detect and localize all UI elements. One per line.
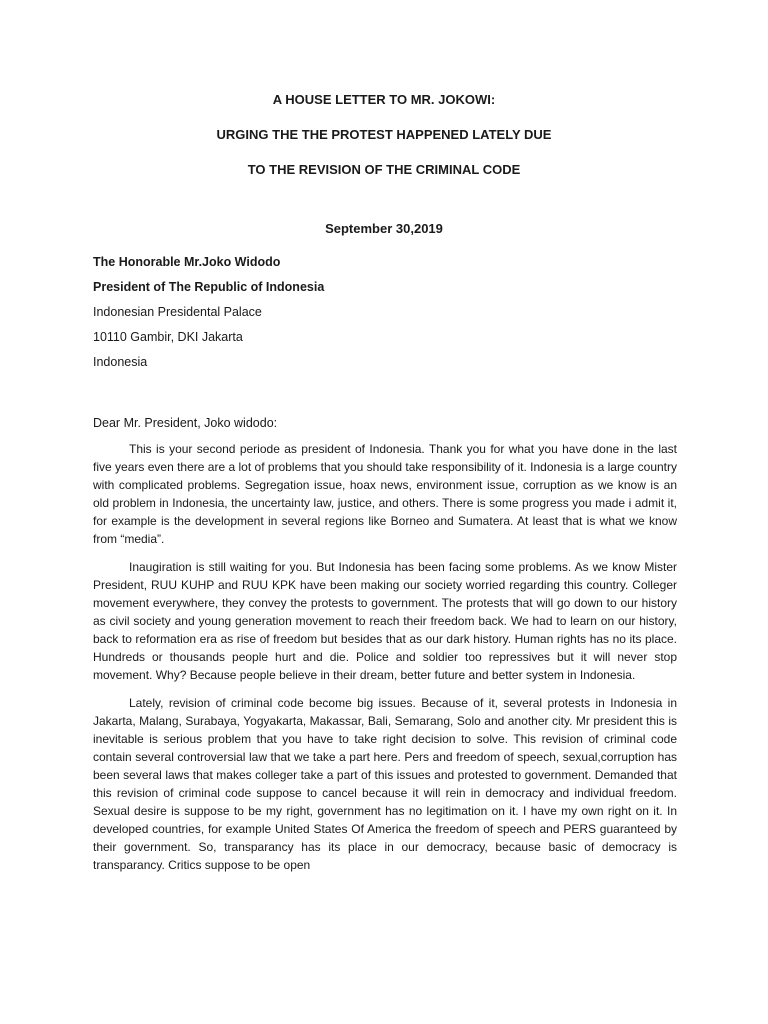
recipient-name: The Honorable Mr.Joko Widodo xyxy=(93,255,281,269)
salutation: Dear Mr. President, Joko widodo: xyxy=(93,416,278,430)
body-paragraph-2: Inaugiration is still waiting for you. But Indonesia has been facing some problems. As we know Mister President, RUU KUHP and RUU KPK have been making our society worried regarding this country. Colleger movement everywhere, they convey the protests to government. The protests that will go down to our history as civil society and young generation movement to reach their freedom back. We had to learn on our history, back to reformation era as rise of freedom but besides that as our dark history. Human rights has no its place. Hundreds or thousands people hurt and die. Police and soldier too repressives but it will never stop movement. Why? Because people believe in their dream, better future and better system in Indonesia. xyxy=(93,560,677,682)
letter-title xyxy=(0,92,768,197)
recipient-country: Indonesia xyxy=(93,355,148,369)
recipient-address: 10110 Gambir, DKI Jakarta xyxy=(93,330,243,344)
letter-date: September 30,2019 xyxy=(325,221,443,236)
recipient-position: President of The Republic of Indonesia xyxy=(93,280,325,294)
title-line-2: URGING THE THE PROTEST HAPPENED LATELY DUE xyxy=(216,127,552,142)
title-line-3: TO THE REVISION OF THE CRIMINAL CODE xyxy=(247,162,521,177)
body-paragraph-3: Lately, revision of criminal code become big issues. Because of it, several protests in Indonesia in Jakarta, Malang, Surabaya, Yogyakarta, Makassar, Bali, Semarang, Solo and another city. Mr president this is inevitable is serious problem that you have to take right decision to solve. This revision of criminal code contain several controversial law that we take a part here. Pers and freedom of speech, sexual,corruption has been several laws that makes colleger take a part of this issues and protested to government. Demanded that this revision of criminal code suppose to cancel because it will rein in democracy and individual freedom. Sexual desire is suppose to be my right, government has no legitimation on it. I have my own right on it. In developed countries, for example United States Of America the freedom of speech and PERS guaranteed by their government. So, transparancy has its place in our democracy, because basic of democracy is transparancy. Critics suppose to be open xyxy=(93,696,677,872)
letter-body xyxy=(93,440,677,884)
recipient-block xyxy=(93,254,324,379)
recipient-office: Indonesian Presidental Palace xyxy=(93,305,262,319)
body-paragraph-1: This is your second periode as president of Indonesia. Thank you for what you have done in the last five years even there are a lot of problems that you should take responsibility of it. Indonesia is a large country with complicated problems. Segregation issue, hoax news, environment issue, corruption as we know is an old problem in Indonesia, the uncertainty law, justice, and others. There is some progress you made i admit it, for example is the development in several regions like Borneo and Sumatera. At least that is what we know from “media”. xyxy=(93,442,677,546)
title-line-1: A HOUSE LETTER TO MR. JOKOWI: xyxy=(272,92,496,107)
